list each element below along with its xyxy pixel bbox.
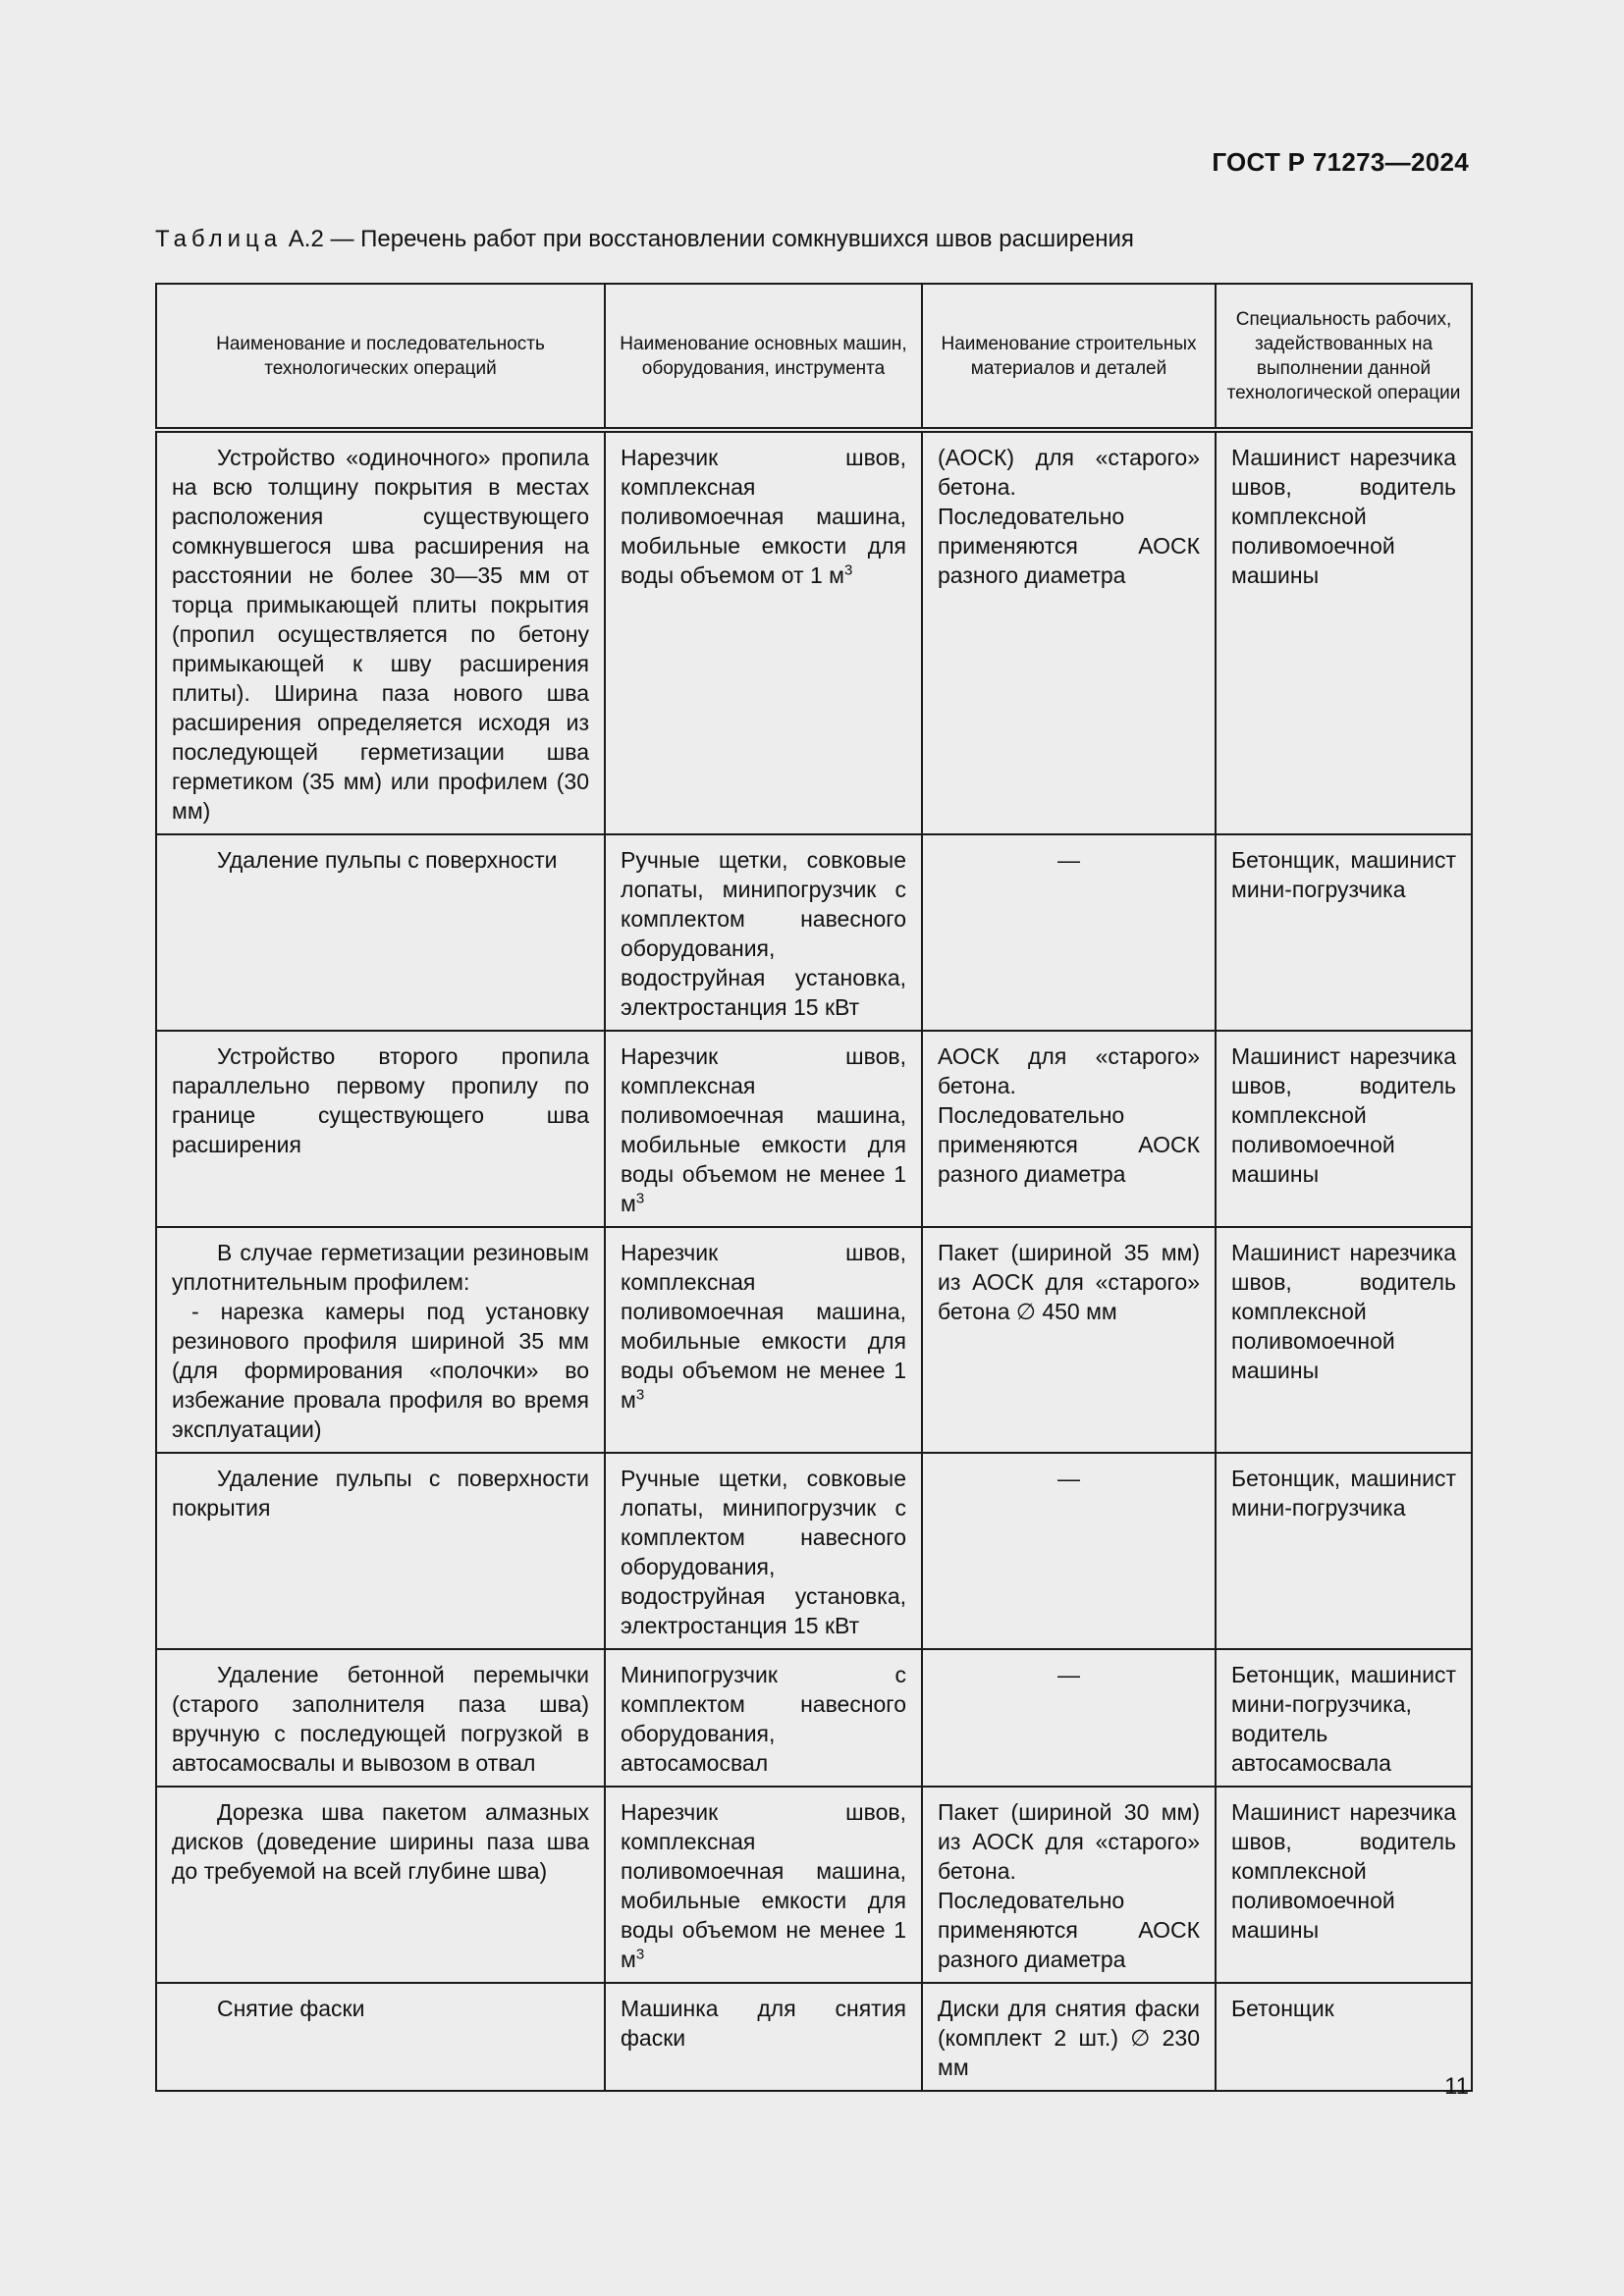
machines-text: Минипогрузчик с комплектом навесного оборудования, автосамосвал (621, 1662, 906, 1776)
machines-cell (605, 1649, 922, 1787)
superscript: 3 (843, 561, 853, 579)
machines-cell (605, 1453, 922, 1649)
machines-text: Машинка для снятия фаски (621, 1996, 906, 2051)
table-row (156, 1227, 1472, 1453)
workers-cell: Машинист нарезчика швов, водитель комплексной поливомоечной машины (1216, 430, 1472, 834)
workers-cell: Бетонщик (1216, 1983, 1472, 2091)
workers-cell: Бетонщик, машинист мини-погрузчика (1216, 1453, 1472, 1649)
materials-cell: Пакет (шириной 30 мм) из АОСК для «старого» бетона. Последовательно применяются АОСК разного диаметра (922, 1787, 1216, 1983)
table-row (156, 1983, 1472, 2091)
machines-cell (605, 1983, 922, 2091)
operation-cell: Устройство «одиночного» пропила на всю толщину покрытия в местах расположения существующего сомкнувшегося шва расширения на расстоянии не более 30—35 мм от торца примыкающей плиты покрытия (пропил осуществляется по бетону примыкающей к шву расширения плиты). Ширина паза нового шва расширения определяется исходя из последующей герметизации шва герметиком (35 мм) или профилем (30 мм) (156, 430, 605, 834)
materials-cell: (АОСК) для «старого» бетона. Последовательно применяются АОСК разного диаметра (922, 430, 1216, 834)
table-row (156, 1649, 1472, 1787)
operation-cell: Удаление бетонной перемычки (старого заполнителя паза шва) вручную с последующей погрузкой в автосамосвалы и вывозом в отвал (156, 1649, 605, 1787)
machines-text: Ручные щетки, совковые лопаты, минипогрузчик с комплектом навесного оборудования, водоструйная установка, электростанция 15 кВт (621, 847, 906, 1020)
operation-cell (156, 1227, 605, 1453)
workers-cell: Машинист нарезчика швов, водитель комплексной поливомоечной машины (1216, 1031, 1472, 1227)
machines-text: Нарезчик швов, комплексная поливомоечная машина, мобильные емкости для воды объемом не менее 1 м (621, 1240, 906, 1413)
superscript: 3 (635, 1386, 645, 1404)
table-caption-text: — Перечень работ при восстановлении сомкнувшихся швов расширения (323, 226, 1134, 252)
table-caption (155, 226, 1134, 253)
column-header-operations: Наименование и последовательность технологических операций (156, 284, 605, 430)
column-header-machines: Наименование основных машин, оборудования, инструмента (605, 284, 922, 430)
operation-cell: Дорезка шва пакетом алмазных дисков (доведение ширины паза шва до требуемой на всей глубине шва) (156, 1787, 605, 1983)
machines-text: Ручные щетки, совковые лопаты, минипогрузчик с комплектом навесного оборудования, водоструйная установка, электростанция 15 кВт (621, 1466, 906, 1638)
operation-cell: Устройство второго пропила параллельно первому пропилу по границе существующего шва расширения (156, 1031, 605, 1227)
machines-cell (605, 1227, 922, 1453)
operation-cell: Удаление пульпы с поверхности покрытия (156, 1453, 605, 1649)
table-body (156, 430, 1472, 2091)
machines-text: Нарезчик швов, комплексная поливомоечная машина, мобильные емкости для воды объемом не менее 1 м (621, 1799, 906, 1972)
table-header (156, 284, 1472, 430)
page-number: 11 (1444, 2073, 1469, 2100)
materials-cell: АОСК для «старого» бетона. Последовательно применяются АОСК разного диаметра (922, 1031, 1216, 1227)
workers-cell: Машинист нарезчика швов, водитель комплексной поливомоечной машины (1216, 1227, 1472, 1453)
operation-cell: Снятие фаски (156, 1983, 605, 2091)
table-header-row (156, 284, 1472, 430)
machines-cell (605, 430, 922, 834)
workers-cell: Бетонщик, машинист мини-погрузчика, водитель автосамосвала (1216, 1649, 1472, 1787)
machines-cell (605, 1787, 922, 1983)
materials-cell: Диски для снятия фаски (комплект 2 шт.) ∅ 230 мм (922, 1983, 1216, 2091)
operation-sub-item: - нарезка камеры под установку резинового профиля шириной 35 мм (для формирования «полочки» во избежание провала профиля во время эксплуатации) (172, 1299, 589, 1442)
workers-cell: Бетонщик, машинист мини-погрузчика (1216, 834, 1472, 1031)
column-header-materials: Наименование строительных материалов и деталей (922, 284, 1216, 430)
table-row (156, 1453, 1472, 1649)
superscript: 3 (635, 1946, 645, 1963)
operation-cell: Удаление пульпы с поверхности (156, 834, 605, 1031)
materials-cell: — (922, 1453, 1216, 1649)
workers-cell: Машинист нарезчика швов, водитель комплексной поливомоечной машины (1216, 1787, 1472, 1983)
materials-cell: — (922, 1649, 1216, 1787)
machines-text: Нарезчик швов, комплексная поливомоечная машина, мобильные емкости для воды объемом от 1 м (621, 445, 906, 588)
machines-text: Нарезчик швов, комплексная поливомоечная машина, мобильные емкости для воды объемом не менее 1 м (621, 1043, 906, 1216)
table-row (156, 1787, 1472, 1983)
column-header-workers: Специальность рабочих, задействованных на выполнении данной технологической операции (1216, 284, 1472, 430)
table-caption-label: Таблица (155, 226, 283, 252)
table-row (156, 1031, 1472, 1227)
materials-cell: — (922, 834, 1216, 1031)
machines-cell (605, 834, 922, 1031)
table-row (156, 430, 1472, 834)
materials-cell: Пакет (шириной 35 мм) из АОСК для «старого» бетона ∅ 450 мм (922, 1227, 1216, 1453)
table-row (156, 834, 1472, 1031)
operation-line: В случае герметизации резиновым уплотнительным профилем: (172, 1240, 589, 1295)
table-caption-number: А.2 (288, 226, 324, 252)
document-standard-id: ГОСТ Р 71273—2024 (1212, 147, 1469, 177)
works-table (155, 283, 1473, 2092)
superscript: 3 (635, 1190, 645, 1207)
machines-cell (605, 1031, 922, 1227)
